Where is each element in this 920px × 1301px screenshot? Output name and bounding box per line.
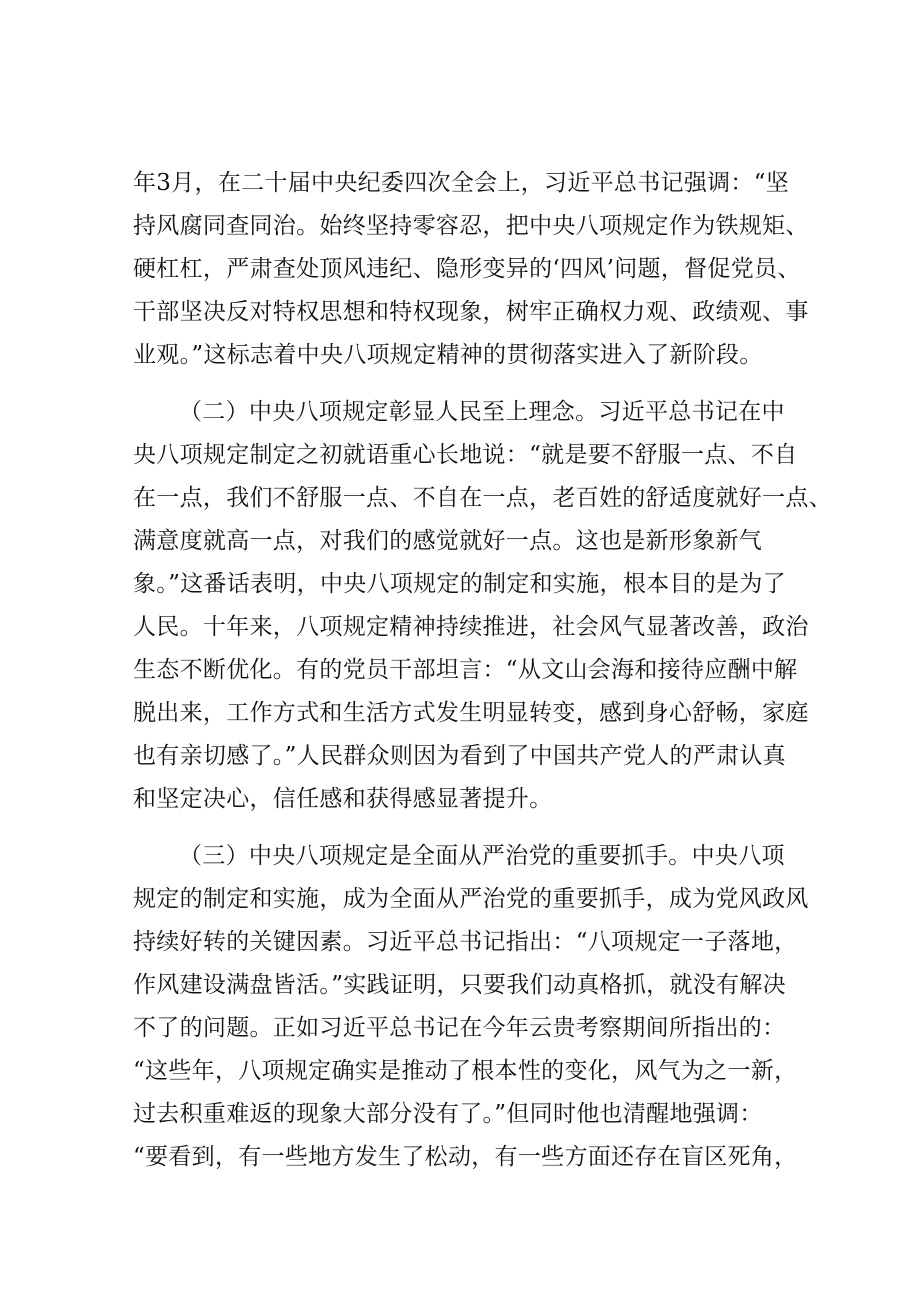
text-line: 过去积重难返的现象大部分没有了。”但同时他也清醒地强调： (133, 1101, 763, 1127)
text-line: 年3月，在二十届中央纪委四次全会上，习近平总书记强调：“坚 (133, 170, 790, 196)
text-line: 硬杠杠，严肃查处顶风违纪、隐形变异的‘四风’问题，督促党员、 (133, 256, 801, 282)
text-line: 干部坚决反对特权思想和特权现象，树牢正确权力观、政绩观、事 (133, 299, 809, 325)
text-line: 作风建设满盘皆活。”实践证明，只要我们动真格抓，就没有解决 (133, 972, 786, 998)
text-line: （三）中央八项规定是全面从严治党的重要抓手。中央八项 (179, 843, 785, 869)
text-line: 脱出来，工作方式和生活方式发生明显转变，感到身心舒畅，家庭 (133, 700, 809, 726)
text-line: 持风腐同查同治。始终坚持零容忍，把中央八项规定作为铁规矩、 (133, 213, 809, 239)
text-line: 人民。十年来，八项规定精神持续推进，社会风气显著改善，政治 (133, 614, 809, 640)
text-line: 和坚定决心，信任感和获得感显著提升。 (133, 786, 553, 812)
text-line: “要看到，有一些地方发生了松动，有一些方面还存在盲区死角， (133, 1144, 798, 1170)
text-line: 规定的制定和实施，成为全面从严治党的重要抓手，成为党风政风 (133, 886, 809, 912)
text-line: 也有亲切感了。”人民群众则因为看到了中国共产党人的严肃认真 (133, 743, 786, 769)
text-line: 象。”这番话表明，中央八项规定的制定和实施，根本目的是为了 (133, 571, 786, 597)
text-line: 持续好转的关键因素。习近平总书记指出：“八项规定一子落地， (133, 929, 798, 955)
text-line: 在一点，我们不舒服一点、不自在一点，老百姓的舒适度就好一点、 (133, 485, 832, 511)
text-line: 生态不断优化。有的党员干部坦言：“从文山会海和接待应酬中解 (133, 657, 798, 683)
text-line: （二）中央八项规定彰显人民至上理念。习近平总书记在中 (179, 399, 785, 425)
text-line: 央八项规定制定之初就语重心长地说：“就是要不舒服一点、不自 (133, 442, 798, 468)
text-line: 不了的问题。正如习近平总书记在今年云贵考察期间所指出的： (133, 1015, 786, 1041)
text-line: 业观。”这标志着中央八项规定精神的贯彻落实进入了新阶段。 (133, 342, 763, 368)
text-line: 满意度就高一点，对我们的感觉就好一点。这也是新形象新气 (133, 528, 763, 554)
text-line: “这些年，八项规定确实是推动了根本性的变化，风气为之一新， (133, 1058, 798, 1084)
